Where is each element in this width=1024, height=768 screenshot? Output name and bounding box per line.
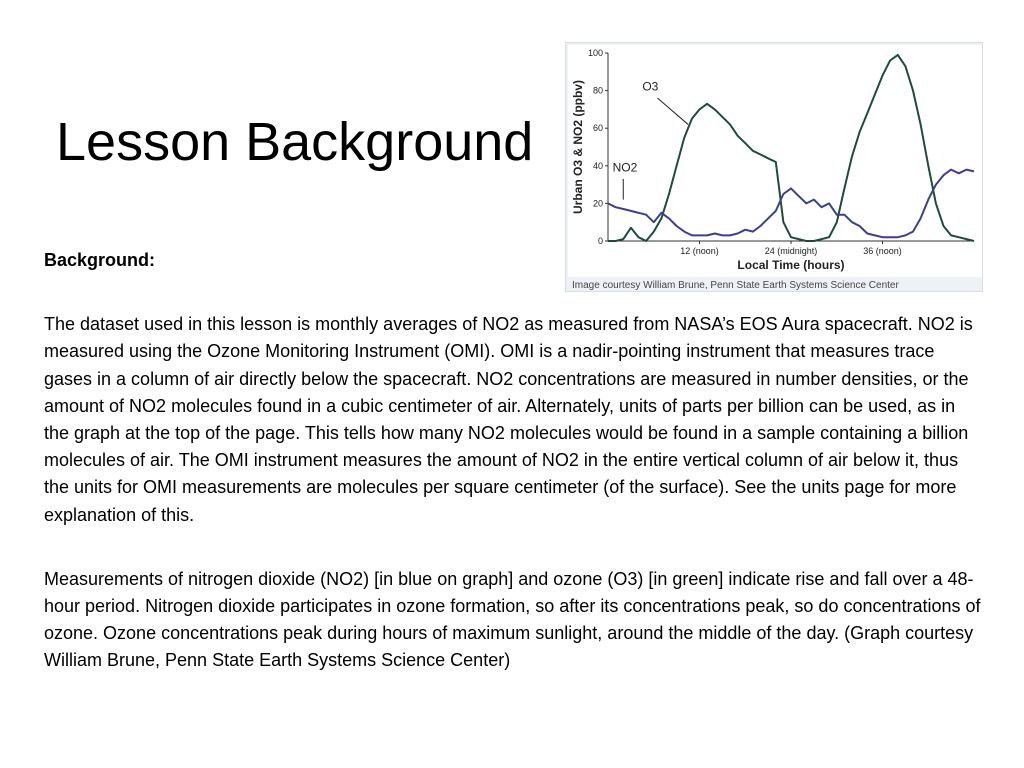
- annotation-no2: NO2: [612, 160, 638, 175]
- x-axis-title: Local Time (hours): [737, 258, 845, 272]
- chart-caption: Image courtesy William Brune, Penn State Earth Systems Science Center: [572, 280, 899, 291]
- section-heading: Background:: [44, 250, 156, 270]
- annotation-o3: O3: [642, 79, 659, 94]
- slide-title: Lesson Background: [56, 112, 534, 172]
- body-text: [44, 247, 984, 675]
- y-tick-label: 0: [597, 236, 603, 246]
- y-tick-label: 100: [587, 48, 603, 58]
- x-tick-label: 36 (noon): [863, 246, 902, 256]
- paragraph-dataset: The dataset used in this lesson is monthly averages of NO2 as measured from NASA’s EOS Aura spacecraft. NO2 is measured using the Ozone Monitoring Instrument (OMI). OMI is a nadir-pointing instrument that measures trace gases in a column of air directly below the spacecraft. NO2 concentrations are measured in number densities, or the amount of NO2 molecules found in a cubic centimeter of air. Alternately, units of parts per billion can be used, as in the graph at the top of the page. This tells how many NO2 molecules would be found in a sample containing a billion molecules of air. The OMI instrument measures the amount of NO2 in the entire vertical column of air below it, thus the units for OMI measurements are molecules per square centimeter (of the surface). See the units page for more explanation of this.: [44, 314, 973, 525]
- y-tick-label: 20: [592, 198, 603, 209]
- paragraph-measurements: Measurements of nitrogen dioxide (NO2) [in blue on graph] and ozone (O3) [in green] indicate rise and fall over a 48-hour period. Nitrogen dioxide participates in ozone formation, so after its concentrations peak, so do concentrations of ozone. Ozone concentrations peak during hours of maximum sunlight, around the middle of the day. (Graph courtesy William Brune, Penn State Earth Systems Science Center): [44, 568, 981, 671]
- y-tick-label: 60: [592, 123, 603, 134]
- x-tick-label: 24 (midnight): [764, 246, 818, 256]
- y-tick-label: 40: [592, 160, 603, 171]
- x-tick-label: 12 (noon): [680, 246, 719, 256]
- y-axis-title: Urban O3 & NO2 (ppbv): [571, 79, 585, 215]
- y-tick-label: 80: [592, 85, 603, 96]
